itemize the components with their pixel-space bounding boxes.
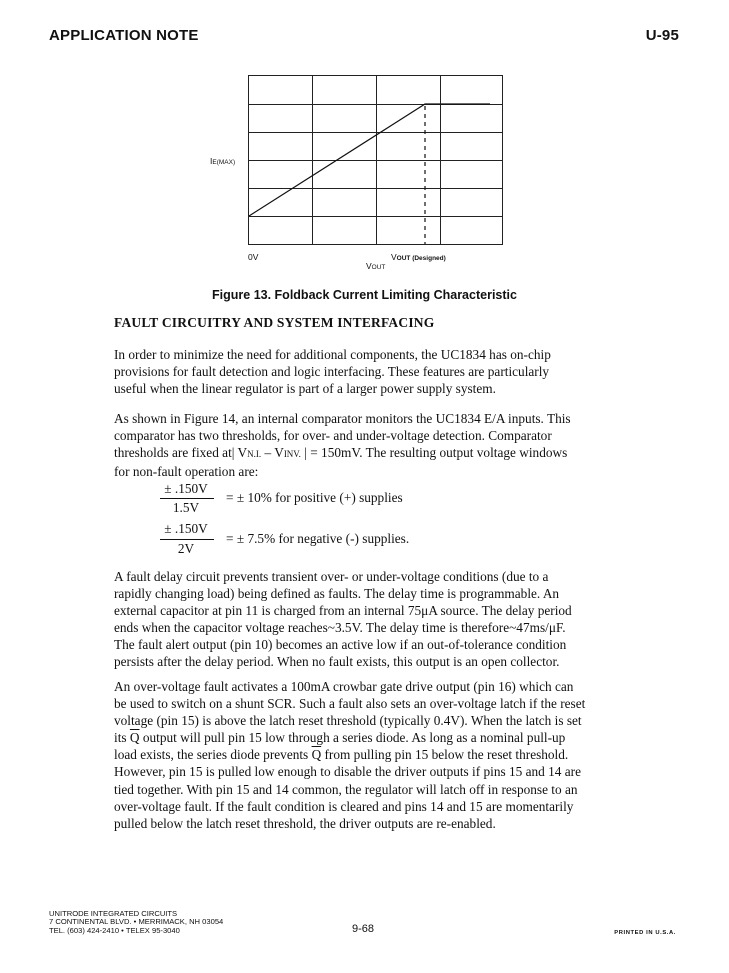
document-number: U-95	[645, 27, 679, 44]
text-line: A fault delay circuit prevents transient over- or under-voltage conditions (due to a	[114, 569, 549, 584]
equation-positive	[158, 481, 458, 521]
text-line: useful when the linear regulator is part of a larger power supply system.	[114, 381, 496, 397]
section-title: FAULT CIRCUITRY AND SYSTEM INTERFACING	[114, 315, 435, 330]
footer-line: TEL. (603) 424-2410 • TELEX 95-3040	[49, 925, 180, 935]
text-line: comparator has two thresholds, for over- and under-voltage detection. Comparator	[114, 428, 552, 444]
paragraph-over-voltage	[114, 678, 602, 832]
paragraph-intro	[114, 346, 602, 397]
text-line: external capacitor at pin 11 is charged from an internal 75μA source. The delay period	[114, 603, 572, 619]
equation-denominator: 1.5V	[172, 500, 200, 515]
text-line: tied together. With pin 15 and 14 common, the regulator will latch off in response to an	[114, 781, 578, 797]
text-line: In order to minimize the need for additional components, the UC1834 has on-chip	[114, 347, 551, 362]
equation-result: = ± 7.5% for negative (-) supplies.	[226, 531, 410, 546]
fraction-bar	[160, 498, 214, 499]
text-line: As shown in Figure 14, an internal comparator monitors the UC1834 E/A inputs. This	[114, 411, 571, 426]
text-line: voltage (pin 15) is above the latch reset threshold (typically 0.4V). When the latch is set	[114, 713, 582, 729]
text-line: be used to switch on a shunt SCR. Such a fault also sets an over-voltage latch if the reset	[114, 696, 586, 712]
text-line: for non-fault operation are:	[114, 464, 259, 480]
x-axis-label: VOUT	[366, 261, 386, 271]
text-line: The fault alert output (pin 10) becomes an active low if an out-of-tolerance condition	[114, 637, 567, 653]
text-line: provisions for fault detection and logic interfacing. These features are particularly	[114, 364, 550, 380]
text-line: its $\overline{Q}$ output will pull pin 15 low through a series diode. As long as a nominal pull-up	[114, 730, 566, 746]
paragraph-comparator	[114, 410, 602, 480]
text-line: rapidly changing load) being defined as faults. The delay time is programmable. An	[114, 586, 560, 602]
text-line: pulled below the latch reset threshold, the driver outputs are re-enabled.	[114, 815, 496, 831]
text-line: persists after the delay period. When no fault exists, this output is an open collector.	[114, 654, 560, 670]
text-line: thresholds are fixed at| VN.I. – VINV. | = 150mV. The resulting output voltage windows	[114, 445, 568, 461]
page-number: 9-68	[352, 923, 375, 935]
equation-numerator: ± .150V	[164, 521, 208, 536]
text-line: load exists, the series diode prevents $\overline{Q}$ from pulling pin 15 below the reset threshold.	[114, 747, 569, 763]
text-line: However, pin 15 is pulled low enough to disable the driver outputs if pins 15 and 14 are	[114, 764, 581, 780]
footer-line: 7 CONTINENTAL BLVD. • MERRIMACK, NH 03054	[49, 917, 224, 927]
printed-notice: PRINTED IN U.S.A.	[614, 930, 676, 936]
y-axis-label: IE(MAX)	[210, 156, 236, 166]
equation-numerator: ± .150V	[164, 481, 208, 496]
vout-designed-label: VOUT (Designed)	[391, 252, 446, 262]
x-origin-label: 0V	[248, 252, 259, 262]
paragraph-fault-delay	[114, 568, 602, 671]
document-header-title: APPLICATION NOTE	[49, 27, 199, 44]
text-line: ends when the capacitor voltage reaches~3.5V. The delay time is therefore~47ms/μF.	[114, 620, 566, 636]
text-line: over-voltage fault. If the fault condition is cleared and pins 14 and 15 are momentarily	[114, 798, 574, 814]
figure-caption: Figure 13. Foldback Current Limiting Characteristic	[212, 288, 517, 302]
footer-company-info	[49, 910, 223, 935]
equation-denominator: 2V	[177, 541, 195, 556]
equation-result: = ± 10% for positive (+) supplies	[226, 490, 403, 505]
foldback-chart	[240, 70, 520, 250]
fraction-bar	[160, 539, 214, 540]
footer-line: UNITRODE INTEGRATED CIRCUITS	[49, 909, 178, 918]
equation-negative	[158, 521, 458, 561]
text-line: An over-voltage fault activates a 100mA crowbar gate drive output (pin 16) which can	[114, 679, 574, 694]
